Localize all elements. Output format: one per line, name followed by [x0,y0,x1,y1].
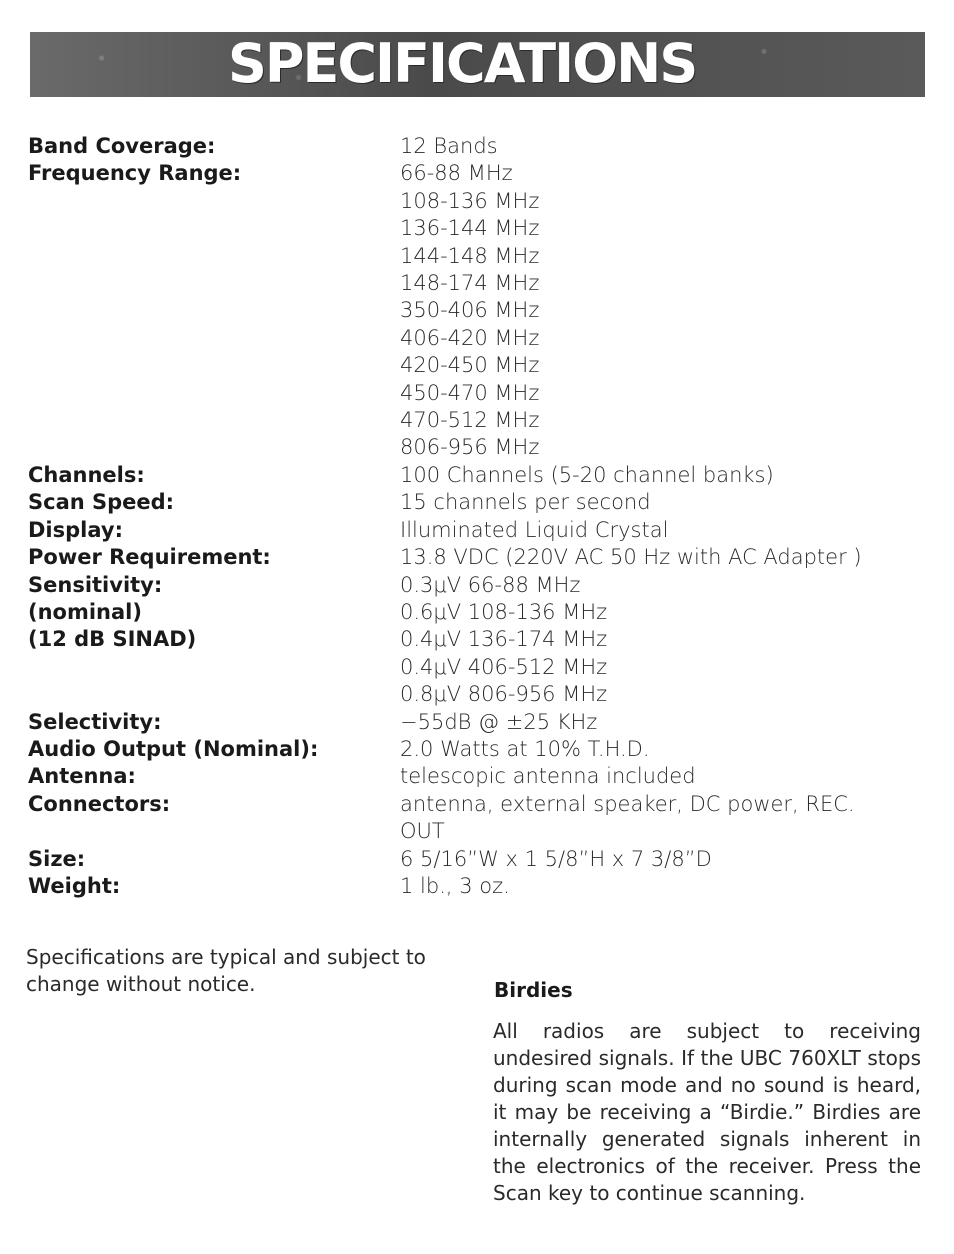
spec-value: 0.3μV 66-88 MHz [400,572,581,597]
spec-value: 15 channels per second [400,490,651,515]
spec-value-group [400,873,928,900]
spec-label-group [28,160,400,461]
spec-value: 6 5/16”W x 1 5/8”H x 7 3/8”D [400,846,712,871]
spec-row [28,489,928,516]
spec-row [28,544,928,571]
spec-value: 470-512 MHz [400,408,540,433]
spec-value-group [400,736,928,763]
spec-value: 108-136 MHz [400,188,540,213]
spec-row [28,572,928,709]
spec-row [28,791,928,846]
spec-label-group [28,791,400,846]
title-banner [30,32,925,97]
spec-label-group [28,873,400,900]
spec-label-group [28,709,400,736]
spec-label: Audio Output (Nominal): [28,736,319,761]
spec-label: Scan Speed: [28,490,175,515]
spec-value: antenna, external speaker, DC power, REC. [400,791,855,816]
spec-value: 0.4μV 136-174 MHz [400,627,608,652]
spec-value-group [400,763,928,790]
spec-label: (nominal) [28,599,142,624]
page-title: SPECIFICATIONS [228,32,697,95]
spec-label: Display: [28,517,123,542]
spec-label-group [28,846,400,873]
birdies-paragraph: All radios are subject to receiving undesired signals. If the UBC 760XLT stops during scan mode and no sound is heard, it may be receiving a “Birdie.” Birdies are internally generated signals inherent in the electronics of the receiver. Press the Scan key to continue scanning. [493,1019,921,1205]
spec-value: 0.4μV 406-512 MHz [400,654,608,679]
spec-label-group [28,736,400,763]
spec-value: 136-144 MHz [400,216,540,241]
birdies-heading: Birdies [494,978,573,1002]
spec-label: Connectors: [28,791,171,816]
spec-label-group [28,544,400,571]
spec-label: Power Requirement: [28,545,271,570]
spec-value-group [400,544,928,571]
spec-row [28,873,928,900]
spec-label-group [28,517,400,544]
spec-value: 0.6μV 108-136 MHz [400,599,608,624]
spec-value: 13.8 VDC (220V AC 50 Hz with AC Adapter ) [400,545,862,570]
spec-value: 350-406 MHz [400,298,540,323]
spec-row [28,133,928,160]
spec-row [28,709,928,736]
spec-row [28,763,928,790]
spec-label-group [28,763,400,790]
spec-label: Size: [28,846,86,871]
spec-label-group [28,462,400,489]
spec-label: Weight: [28,873,121,898]
spec-label: Band Coverage: [28,134,216,158]
spec-label-group [28,489,400,516]
spec-row [28,846,928,873]
spec-value: 450-470 MHz [400,380,540,405]
spec-value: 406-420 MHz [400,325,540,350]
spec-value: −55dB @ ±25 KHz [400,709,598,734]
spec-value: telescopic antenna included [400,764,696,789]
spec-label-group [28,133,400,160]
spec-row [28,160,928,461]
spec-value: 1 lb., 3 oz. [400,873,510,898]
spec-label: Sensitivity: [28,572,163,597]
spec-row [28,517,928,544]
spec-value-group [400,517,928,544]
spec-label: Selectivity: [28,709,162,734]
spec-value: OUT [400,819,445,844]
spec-value: 66-88 MHz [400,161,513,186]
specifications-footnote: Specifications are typical and subject to change without notice. [26,945,426,996]
spec-value-group [400,791,928,846]
spec-label: (12 dB SINAD) [28,627,197,652]
spec-value: 420-450 MHz [400,353,540,378]
spec-value: 12 Bands [400,134,498,158]
spec-value: 100 Channels (5-20 channel banks) [400,462,774,487]
spec-label: Frequency Range: [28,161,242,186]
spec-label: Antenna: [28,764,136,789]
spec-value: 806-956 MHz [400,435,540,460]
spec-value-group [400,489,928,516]
spec-value: 148-174 MHz [400,271,540,296]
spec-value: 0.8μV 806-956 MHz [400,682,608,707]
spec-value-group [400,462,928,489]
spec-value: 144-148 MHz [400,243,540,268]
spec-label-group [28,572,400,709]
spec-value-group [400,133,928,160]
specifications-table [28,133,928,900]
spec-row [28,736,928,763]
spec-value: Illuminated Liquid Crystal [400,517,669,542]
spec-value: 2.0 Watts at 10% T.H.D. [400,736,650,761]
spec-value-group [400,572,928,709]
spec-row [28,462,928,489]
spec-value-group [400,160,928,461]
spec-value-group [400,846,928,873]
spec-value-group [400,709,928,736]
spec-label: Channels: [28,462,145,487]
